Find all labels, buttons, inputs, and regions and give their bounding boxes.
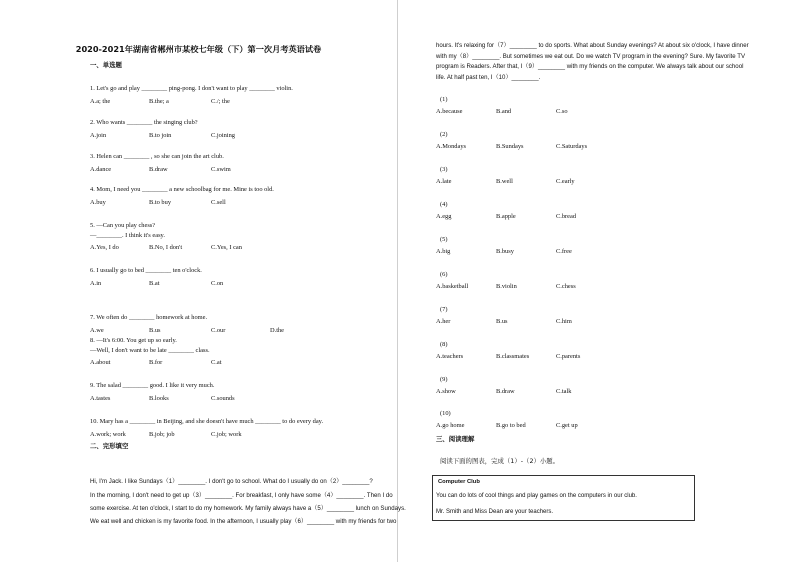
cloze-option[interactable]: B.us <box>496 318 508 325</box>
cloze-number: (6) <box>440 271 448 278</box>
question-text-line2: —Well, I don't want to be late ________ class. <box>90 347 210 354</box>
cloze-option[interactable]: C.him <box>556 318 572 325</box>
answer-options <box>90 327 350 336</box>
exam-title: 2020-2021年湖南省郴州市某校七年级（下）第一次月考英语试卷 <box>75 44 322 54</box>
section-heading-reading: 三、阅读理解 <box>436 435 475 443</box>
answer-option[interactable]: B.No, I don't <box>149 244 183 251</box>
cloze-option[interactable]: A.Mondays <box>436 143 466 150</box>
answer-option[interactable]: A.we <box>90 327 104 334</box>
answer-option[interactable]: C.Yes, I can <box>211 244 242 251</box>
cloze-option[interactable]: B.violin <box>496 283 517 290</box>
question-text: 4. Mom, I need you ________ a new schoolbag for me. Mine is too old. <box>90 186 274 193</box>
answer-options <box>90 280 350 289</box>
cloze-option[interactable]: B.classmates <box>496 353 530 360</box>
cloze-option[interactable]: B.busy <box>496 248 514 255</box>
cloze-option[interactable]: C.free <box>556 248 572 255</box>
cloze-number: (7) <box>440 306 448 313</box>
answer-option[interactable]: A.in <box>90 280 102 287</box>
answer-option[interactable]: C.on <box>211 280 224 287</box>
question-text-line2: —________. I think it's easy. <box>90 232 165 239</box>
answer-options <box>90 431 350 440</box>
club-title: Computer Club <box>438 479 480 485</box>
answer-options <box>90 166 350 175</box>
answer-option[interactable]: B.to buy <box>149 199 172 206</box>
cloze-option[interactable]: A.go home <box>436 422 465 429</box>
answer-option[interactable]: C.sounds <box>211 395 235 402</box>
club-line: You can do lots of cool things and play games on the computers in our club. <box>436 493 637 499</box>
answer-option[interactable]: B.us <box>149 327 161 334</box>
cloze-option[interactable]: A.basketball <box>436 283 469 290</box>
cloze-options <box>436 213 696 222</box>
cloze-options <box>436 108 696 117</box>
cloze-option[interactable]: A.teachers <box>436 353 464 360</box>
cloze-option[interactable]: C.bread <box>556 213 577 220</box>
answer-option[interactable]: D.the <box>270 327 285 334</box>
answer-option[interactable]: B.the; a <box>149 98 169 105</box>
passage-line: with my（8）________. But sometimes we eat out. Do we watch TV program in the evening? Sure. My favorite TV <box>436 53 746 60</box>
cloze-number: (2) <box>440 131 448 138</box>
passage-line: Hi, I'm Jack. I like Sundays（1）________. I don't go to school. What do I usually do on（2）________? <box>90 478 373 485</box>
answer-options <box>90 244 350 253</box>
cloze-option[interactable]: B.well <box>496 178 513 185</box>
cloze-option[interactable]: C.get up <box>556 422 578 429</box>
cloze-option[interactable]: C.chess <box>556 283 576 290</box>
passage-line: We eat well and chicken is my favorite food. In the afternoon, I usually play（6）________ with my friends for two <box>90 518 397 525</box>
question-text: 8. —It's 6:00. You get up so early. <box>90 337 177 344</box>
cloze-option[interactable]: A.big <box>436 248 451 255</box>
answer-options <box>90 132 350 141</box>
answer-option[interactable]: A.buy <box>90 199 106 206</box>
answer-option[interactable]: A.Yes, I do <box>90 244 119 251</box>
section-heading-cloze: 二、完形填空 <box>90 442 129 450</box>
answer-options <box>90 359 350 368</box>
question-text: 10. Mary has a ________ in Beijing, and she doesn't have much ________ to do every day. <box>90 418 324 425</box>
cloze-options <box>436 143 696 152</box>
answer-option[interactable]: C.our <box>211 327 226 334</box>
cloze-number: (9) <box>440 376 448 383</box>
cloze-option[interactable]: A.late <box>436 178 452 185</box>
cloze-option[interactable]: B.go to bed <box>496 422 526 429</box>
answer-options <box>90 395 350 404</box>
answer-option[interactable]: B.at <box>149 280 160 287</box>
cloze-options <box>436 422 696 431</box>
question-text: 3. Helen can ________ , so she can join the art club. <box>90 153 224 160</box>
question-text: 7. We often do ________ homework at home. <box>90 314 208 321</box>
cloze-option[interactable]: A.show <box>436 388 456 395</box>
section-heading-multiple-choice: 一、单选题 <box>90 61 122 69</box>
cloze-number: (3) <box>440 166 448 173</box>
answer-option[interactable]: A.tastes <box>90 395 111 402</box>
cloze-number: (1) <box>440 96 448 103</box>
answer-options <box>90 98 350 107</box>
cloze-option[interactable]: C.so <box>556 108 568 115</box>
answer-option[interactable]: C.at <box>211 359 222 366</box>
answer-options <box>90 199 350 208</box>
passage-line: some exercise. At ten o'clock, I start to do my homework. My family always have a（5）________ lunch on Sundays. <box>90 505 406 512</box>
question-text: 2. Who wants ________ the singing club? <box>90 119 198 126</box>
answer-option[interactable]: B.job; job <box>149 431 175 438</box>
cloze-option[interactable]: B.and <box>496 108 512 115</box>
club-line: Mr. Smith and Miss Dean are your teachers. <box>436 509 554 515</box>
answer-option[interactable]: B.for <box>149 359 163 366</box>
cloze-number: (8) <box>440 341 448 348</box>
cloze-number: (5) <box>440 236 448 243</box>
cloze-option[interactable]: B.Sundays <box>496 143 524 150</box>
cloze-option[interactable]: A.her <box>436 318 451 325</box>
answer-option[interactable]: A.work; work <box>90 431 126 438</box>
answer-option[interactable]: C.swim <box>211 166 231 173</box>
cloze-options <box>436 248 696 257</box>
passage-line: program is Readers. After that, I（9）________ with my friends on the computer. We always talk about our school <box>436 63 744 70</box>
cloze-option[interactable]: C.Saturdays <box>556 143 588 150</box>
answer-option[interactable]: B.to join <box>149 132 172 139</box>
cloze-options <box>436 353 696 362</box>
cloze-option[interactable]: A.egg <box>436 213 452 220</box>
answer-option[interactable]: C./; the <box>211 98 230 105</box>
cloze-option[interactable]: B.draw <box>496 388 515 395</box>
question-text: 9. The salad ________ good. I like it very much. <box>90 382 215 389</box>
cloze-option[interactable]: C.early <box>556 178 575 185</box>
answer-option[interactable]: B.draw <box>149 166 168 173</box>
answer-option[interactable]: A.about <box>90 359 111 366</box>
cloze-options <box>436 388 696 397</box>
answer-option[interactable]: B.looks <box>149 395 169 402</box>
answer-option[interactable]: A.join <box>90 132 107 139</box>
passage-line: life. At half past ten, I（10）________. <box>436 74 541 81</box>
answer-option[interactable]: A.a; the <box>90 98 111 105</box>
cloze-option[interactable]: C.talk <box>556 388 572 395</box>
cloze-options <box>436 283 696 292</box>
cloze-options <box>436 178 696 187</box>
cloze-option[interactable]: C.parents <box>556 353 581 360</box>
cloze-options <box>436 318 696 327</box>
question-text: 1. Let's go and play ________ ping-pong. I don't want to play ________ violin. <box>90 85 293 92</box>
answer-option[interactable]: C.sell <box>211 199 226 206</box>
cloze-number: (10) <box>440 410 451 417</box>
question-text: 5. —Can you play chess? <box>90 222 156 229</box>
cloze-number: (4) <box>440 201 448 208</box>
answer-option[interactable]: C.joining <box>211 132 235 139</box>
cloze-option[interactable]: A.because <box>436 108 463 115</box>
reading-instruction: 阅读下面的图表，完成（1）-（2）小题。 <box>440 457 560 465</box>
question-text: 6. I usually go to bed ________ ten o'clock. <box>90 267 202 274</box>
answer-option[interactable]: C.job; work <box>211 431 242 438</box>
passage-line: In the morning, I don't need to get up（3）________. For breakfast, I only have some（4）________. Then I do <box>90 492 393 499</box>
answer-option[interactable]: A.dance <box>90 166 112 173</box>
passage-line: hours. It's relaxing for（7）________ to do sports. What about Sunday evenings? At about six o'clock, I have dinner <box>436 42 749 49</box>
cloze-option[interactable]: B.apple <box>496 213 516 220</box>
